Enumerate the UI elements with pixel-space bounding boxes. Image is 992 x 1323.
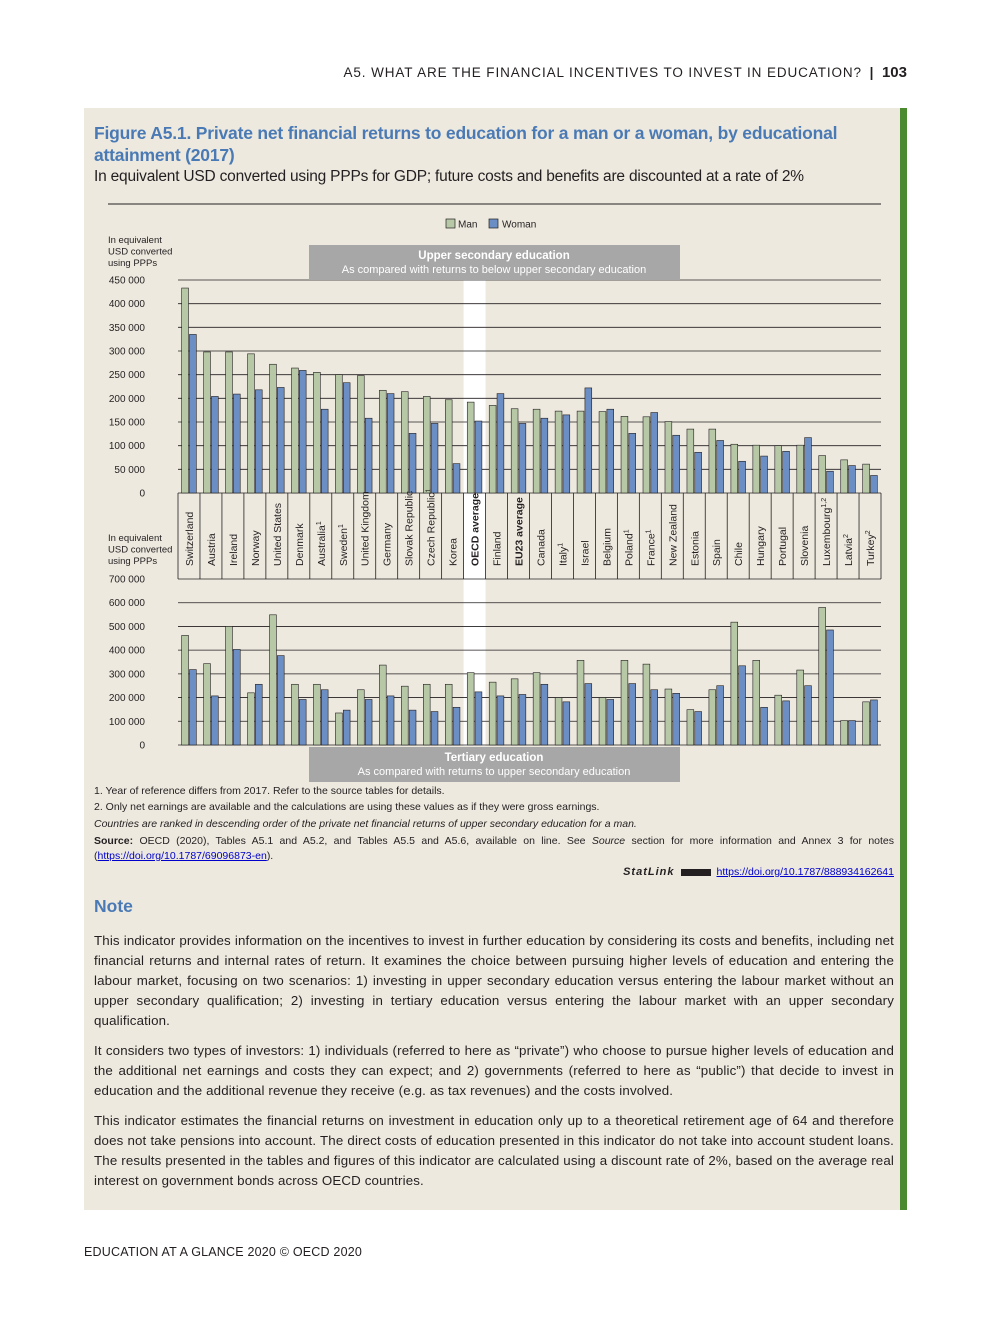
upper-bar-man xyxy=(292,368,299,493)
tertiary-bar-man xyxy=(379,665,386,745)
tertiary-bar-man xyxy=(841,721,848,745)
tertiary-bar-woman xyxy=(717,686,724,745)
upper-bar-man xyxy=(335,375,342,493)
upper-ytick-label: 450 000 xyxy=(108,275,145,287)
source-note xyxy=(94,834,894,864)
tertiary-bar-man xyxy=(555,698,562,745)
upper-ytick-label: 400 000 xyxy=(108,299,145,311)
tertiary-bar-woman xyxy=(497,696,504,745)
upper-ylabel-line: USD converted xyxy=(108,246,173,258)
upper-bar-man xyxy=(226,352,233,493)
statlink-url[interactable]: https://doi.org/10.1787/888934162641 xyxy=(716,866,894,878)
tertiary-bar-man xyxy=(775,695,782,745)
upper-bar-man xyxy=(489,405,496,493)
tertiary-ylabel-line: USD converted xyxy=(108,544,173,556)
tertiary-bar-woman xyxy=(431,712,438,745)
upper-bar-man xyxy=(182,288,189,493)
tertiary-bar-woman xyxy=(211,696,218,745)
tertiary-bar-woman xyxy=(695,712,702,745)
upper-bar-woman xyxy=(805,438,812,493)
upper-bar-man xyxy=(445,400,452,493)
upper-bar-woman xyxy=(739,461,746,493)
tertiary-bar-woman xyxy=(255,684,262,745)
tertiary-bar-woman xyxy=(629,684,636,745)
tertiary-ylabel-line: using PPPs xyxy=(108,556,158,567)
upper-bar-woman xyxy=(299,370,306,493)
tertiary-bar-woman xyxy=(585,684,592,745)
category-label: Norway xyxy=(249,530,262,566)
category-label: OECD average xyxy=(469,493,482,566)
category-label: Estonia xyxy=(689,530,702,566)
upper-bar-woman xyxy=(783,451,790,493)
upper-bar-woman xyxy=(431,423,438,493)
upper-bar-woman xyxy=(409,433,416,493)
tertiary-bar-man xyxy=(292,684,299,745)
upper-bar-man xyxy=(687,429,694,493)
legend-woman-label: Woman xyxy=(502,219,537,231)
upper-ytick-label: 200 000 xyxy=(108,393,145,405)
note-paragraph-2: It considers two types of investors: 1) individuals (referred to here as “private”) who choose to pursue higher levels of education and the additional net earnings and costs they can expect; and 2) governments (referred to here as “public”) that decide to invest in education and the additional revenue they receive (e.g. as tax revenues) and the costs involved. xyxy=(94,1043,894,1098)
upper-bar-man xyxy=(621,416,628,493)
upper-bar-man xyxy=(797,445,804,493)
tertiary-bar-woman xyxy=(343,710,350,745)
tertiary-bar-man xyxy=(753,660,760,745)
tertiary-bar-woman xyxy=(233,649,240,745)
tertiary-bar-man xyxy=(599,698,606,745)
tertiary-bar-woman xyxy=(321,690,328,745)
tertiary-ytick-label: 100 000 xyxy=(108,716,145,728)
tertiary-bar-woman xyxy=(409,710,416,745)
upper-panel-subtitle: As compared with returns to below upper secondary education xyxy=(341,264,647,276)
upper-bar-woman xyxy=(277,387,284,493)
source-text-3: ). xyxy=(266,850,274,862)
upper-bar-woman xyxy=(255,390,262,493)
category-label: Germany xyxy=(381,522,394,566)
upper-bar-woman xyxy=(321,409,328,493)
category-label: Turkey$^2$ xyxy=(865,530,878,566)
tertiary-panel-subtitle: As compared with returns to upper secondary education xyxy=(357,766,631,778)
figure-title: Figure A5.1. Private net financial returns to education for a man or a woman, by educational attainment (2017) xyxy=(94,123,838,165)
upper-bar-woman xyxy=(211,396,218,493)
upper-bar-man xyxy=(357,376,364,493)
tertiary-bar-woman xyxy=(277,656,284,745)
upper-bar-man xyxy=(533,409,540,493)
category-label: Chile xyxy=(733,542,746,566)
upper-bar-woman xyxy=(761,456,768,493)
upper-bar-woman xyxy=(519,423,526,493)
tertiary-bar-man xyxy=(819,607,826,745)
legend-man-swatch xyxy=(446,219,455,228)
tertiary-bar-woman xyxy=(607,699,614,745)
source-link[interactable]: https://doi.org/10.1787/69096873-en xyxy=(97,850,267,862)
tertiary-bar-man xyxy=(467,673,474,745)
upper-ytick-label: 300 000 xyxy=(108,346,145,358)
tertiary-bar-man xyxy=(270,615,277,745)
upper-bar-man xyxy=(775,446,782,493)
footnote-1: 1. Year of reference differs from 2017. Refer to the source tables for details. xyxy=(94,785,445,797)
source-text-2: section for more information and Annex 3 for notes ( xyxy=(94,835,895,862)
tertiary-bar-woman xyxy=(827,630,834,745)
tertiary-bar-man xyxy=(665,689,672,745)
upper-bar-man xyxy=(709,429,716,493)
upper-bar-man xyxy=(753,445,760,493)
tertiary-bar-man xyxy=(797,670,804,745)
source-text-1: OECD (2020), Tables A5.1 and A5.2, and Tables A5.5 and A5.6, available on line. See xyxy=(139,835,586,847)
tertiary-ytick-label: 400 000 xyxy=(108,645,145,657)
upper-bar-woman xyxy=(233,394,240,493)
tertiary-bar-man xyxy=(577,660,584,745)
upper-bar-woman xyxy=(849,466,856,493)
upper-bar-man xyxy=(863,464,870,493)
upper-bar-man xyxy=(379,390,386,493)
tertiary-bar-woman xyxy=(475,692,482,745)
source-label: Source: xyxy=(94,835,134,847)
footnote-2: 2. Only net earnings are available and the calculations are using these values as if they were gross earnings. xyxy=(94,801,600,813)
upper-bar-woman xyxy=(695,452,702,493)
tertiary-bar-man xyxy=(863,702,870,745)
upper-bar-man xyxy=(819,456,826,493)
source-italic: Source xyxy=(591,835,626,847)
category-label: Spain xyxy=(711,539,724,566)
tertiary-ytick-label: 600 000 xyxy=(108,598,145,610)
tertiary-bar-woman xyxy=(519,694,526,745)
tertiary-bar-man xyxy=(313,684,320,745)
category-label: Denmark xyxy=(293,523,306,566)
legend-woman-swatch xyxy=(489,219,498,228)
category-label: Latvia$^2$ xyxy=(843,534,856,566)
upper-ytick-label: 150 000 xyxy=(108,417,145,429)
category-label: Slovenia xyxy=(799,525,812,566)
category-label: Austria xyxy=(205,533,218,566)
category-label: Hungary xyxy=(755,526,768,566)
category-label: United Kingdom xyxy=(359,491,372,566)
upper-bar-man xyxy=(204,352,211,493)
tertiary-bar-woman xyxy=(673,693,680,745)
tertiary-ytick-label: 200 000 xyxy=(108,693,145,705)
tertiary-panel-title: Tertiary education xyxy=(444,752,544,764)
tertiary-bar-woman xyxy=(849,721,856,745)
tertiary-bar-woman xyxy=(541,684,548,745)
tertiary-bar-man xyxy=(533,673,540,745)
statlink-brand: StatLink xyxy=(623,866,675,878)
upper-ytick-label: 350 000 xyxy=(108,322,145,334)
figure-subtitle: In equivalent USD converted using PPPs for GDP; future costs and benefits are discounted at a rate of 2% xyxy=(94,168,804,185)
category-label: EU23 average xyxy=(513,497,526,566)
category-label: Italy$^1$ xyxy=(557,542,570,566)
upper-bar-woman xyxy=(607,409,614,493)
upper-bar-man xyxy=(665,422,672,493)
tertiary-bar-woman xyxy=(563,702,570,745)
upper-bar-woman xyxy=(717,440,724,493)
tertiary-bar-man xyxy=(687,710,694,745)
category-label: Ireland xyxy=(227,533,240,566)
tertiary-bar-woman xyxy=(761,707,768,745)
upper-bar-man xyxy=(467,402,474,493)
upper-bar-woman xyxy=(453,464,460,493)
upper-ytick-label: 250 000 xyxy=(108,370,145,382)
tertiary-bar-man xyxy=(621,660,628,745)
category-label: Finland xyxy=(491,531,504,566)
upper-ylabel-line: using PPPs xyxy=(108,258,158,269)
upper-bar-man xyxy=(599,412,606,493)
tertiary-bar-man xyxy=(401,686,408,745)
category-label: Korea xyxy=(447,537,460,566)
page-footer: EDUCATION AT A GLANCE 2020 © OECD 2020 xyxy=(84,1245,363,1259)
legend-man-label: Man xyxy=(458,219,478,231)
category-label: Czech Republic$^1$ xyxy=(425,488,438,566)
tertiary-bar-man xyxy=(248,693,255,745)
tertiary-ytick-label: 300 000 xyxy=(108,669,145,681)
category-label: Sweden$^1$ xyxy=(337,524,350,566)
category-label: Israel xyxy=(579,540,592,566)
upper-bar-woman xyxy=(365,418,372,493)
upper-bar-woman xyxy=(343,383,350,493)
tertiary-bar-man xyxy=(357,690,364,745)
upper-bar-woman xyxy=(497,394,504,493)
tertiary-bar-woman xyxy=(189,670,196,745)
upper-bar-woman xyxy=(871,475,878,493)
tertiary-bar-woman xyxy=(651,690,658,745)
upper-bar-woman xyxy=(541,418,548,493)
tertiary-bar-woman xyxy=(871,700,878,745)
category-label: Portugal xyxy=(777,526,790,566)
tertiary-bar-man xyxy=(489,682,496,745)
category-label: United States xyxy=(271,502,284,566)
upper-bar-man xyxy=(270,364,277,493)
category-label: Australia$^1$ xyxy=(315,521,328,566)
tertiary-bar-woman xyxy=(453,707,460,745)
note-heading: Note xyxy=(94,896,133,916)
upper-bar-man xyxy=(401,392,408,493)
upper-ytick-label: 100 000 xyxy=(108,441,145,453)
tertiary-bar-woman xyxy=(299,699,306,745)
upper-bar-man xyxy=(577,411,584,493)
tertiary-bar-man xyxy=(731,622,738,745)
upper-ylabel-line: In equivalent xyxy=(108,235,162,246)
tertiary-bar-man xyxy=(182,635,189,745)
category-label: France$^1$ xyxy=(645,529,658,566)
tertiary-bar-man xyxy=(204,664,211,745)
category-label: Luxembourg$^{1,2}$ xyxy=(821,497,834,566)
page-number: 103 xyxy=(881,64,907,81)
upper-bar-man xyxy=(643,417,650,493)
tertiary-bar-man xyxy=(709,690,716,745)
tertiary-bar-man xyxy=(511,679,518,745)
tertiary-bar-woman xyxy=(387,696,394,745)
tertiary-bar-woman xyxy=(739,666,746,745)
category-label: Poland$^1$ xyxy=(623,529,636,566)
tertiary-ylabel-line: In equivalent xyxy=(108,533,162,544)
upper-panel-title: Upper secondary education xyxy=(418,250,570,262)
header-separator: | xyxy=(869,65,875,80)
upper-bar-man xyxy=(248,354,255,493)
upper-bar-woman xyxy=(563,415,570,493)
category-label: Switzerland xyxy=(183,511,196,566)
upper-bar-woman xyxy=(475,421,482,493)
upper-bar-woman xyxy=(585,388,592,493)
upper-bar-woman xyxy=(673,435,680,493)
upper-bar-man xyxy=(555,411,562,493)
upper-ytick-label: 50 000 xyxy=(114,464,145,476)
upper-bar-woman xyxy=(387,394,394,493)
tertiary-bar-man xyxy=(445,684,452,745)
section-title: A5. WHAT ARE THE FINANCIAL INCENTIVES TO INVEST IN EDUCATION? xyxy=(343,65,862,80)
tertiary-bar-man xyxy=(226,626,233,745)
upper-ytick-label: 0 xyxy=(139,488,145,500)
tertiary-bar-man xyxy=(335,713,342,745)
note-paragraph-1: This indicator provides information on the incentives to invest in further education by considering its costs and benefits, including net financial returns and internal rates of return. It examines the choice between pursuing higher levels of education and entering the labour market, focusing on two scenarios: 1) investing in upper secondary education versus entering the labour market without an upper secondary qualification; 2) investing in tertiary education versus entering the labour market with an upper secondary qualification. xyxy=(94,933,894,1028)
statlink xyxy=(560,866,894,878)
tertiary-bar-man xyxy=(643,664,650,745)
category-label: Slovak Republic xyxy=(403,490,416,566)
ranking-note: Countries are ranked in descending order of the private net financial returns of upper secondary education for a man. xyxy=(94,818,637,830)
tertiary-ytick-label: 0 xyxy=(139,740,145,752)
tertiary-ytick-label: 700 000 xyxy=(108,574,145,586)
upper-bar-man xyxy=(511,409,518,493)
category-label: New Zealand xyxy=(667,504,680,566)
upper-bar-woman xyxy=(827,471,834,493)
upper-bar-man xyxy=(841,460,848,493)
note-paragraph-3: This indicator estimates the financial returns on investment in education only up to a theoretical retirement age of 64 and therefore does not take pensions into account. The direct costs of education presented in this indicator do not take into account student loans. The results presented in the tables and figures of this indicator are calculated using a discount rate of 2%, based on the average real interest on government bonds across OECD countries. xyxy=(94,1113,894,1188)
statlink-logo-icon xyxy=(681,869,711,876)
tertiary-bar-woman xyxy=(805,686,812,745)
tertiary-bar-woman xyxy=(783,701,790,745)
upper-bar-man xyxy=(423,396,430,493)
tertiary-ytick-label: 500 000 xyxy=(108,621,145,633)
upper-bar-woman xyxy=(651,413,658,493)
tertiary-bar-woman xyxy=(365,699,372,745)
upper-bar-woman xyxy=(629,433,636,493)
upper-bar-woman xyxy=(189,334,196,493)
tertiary-bar-man xyxy=(423,684,430,745)
upper-bar-man xyxy=(313,372,320,493)
category-label: Canada xyxy=(535,529,548,566)
upper-bar-man xyxy=(731,444,738,493)
category-label: Belgium xyxy=(601,528,614,566)
